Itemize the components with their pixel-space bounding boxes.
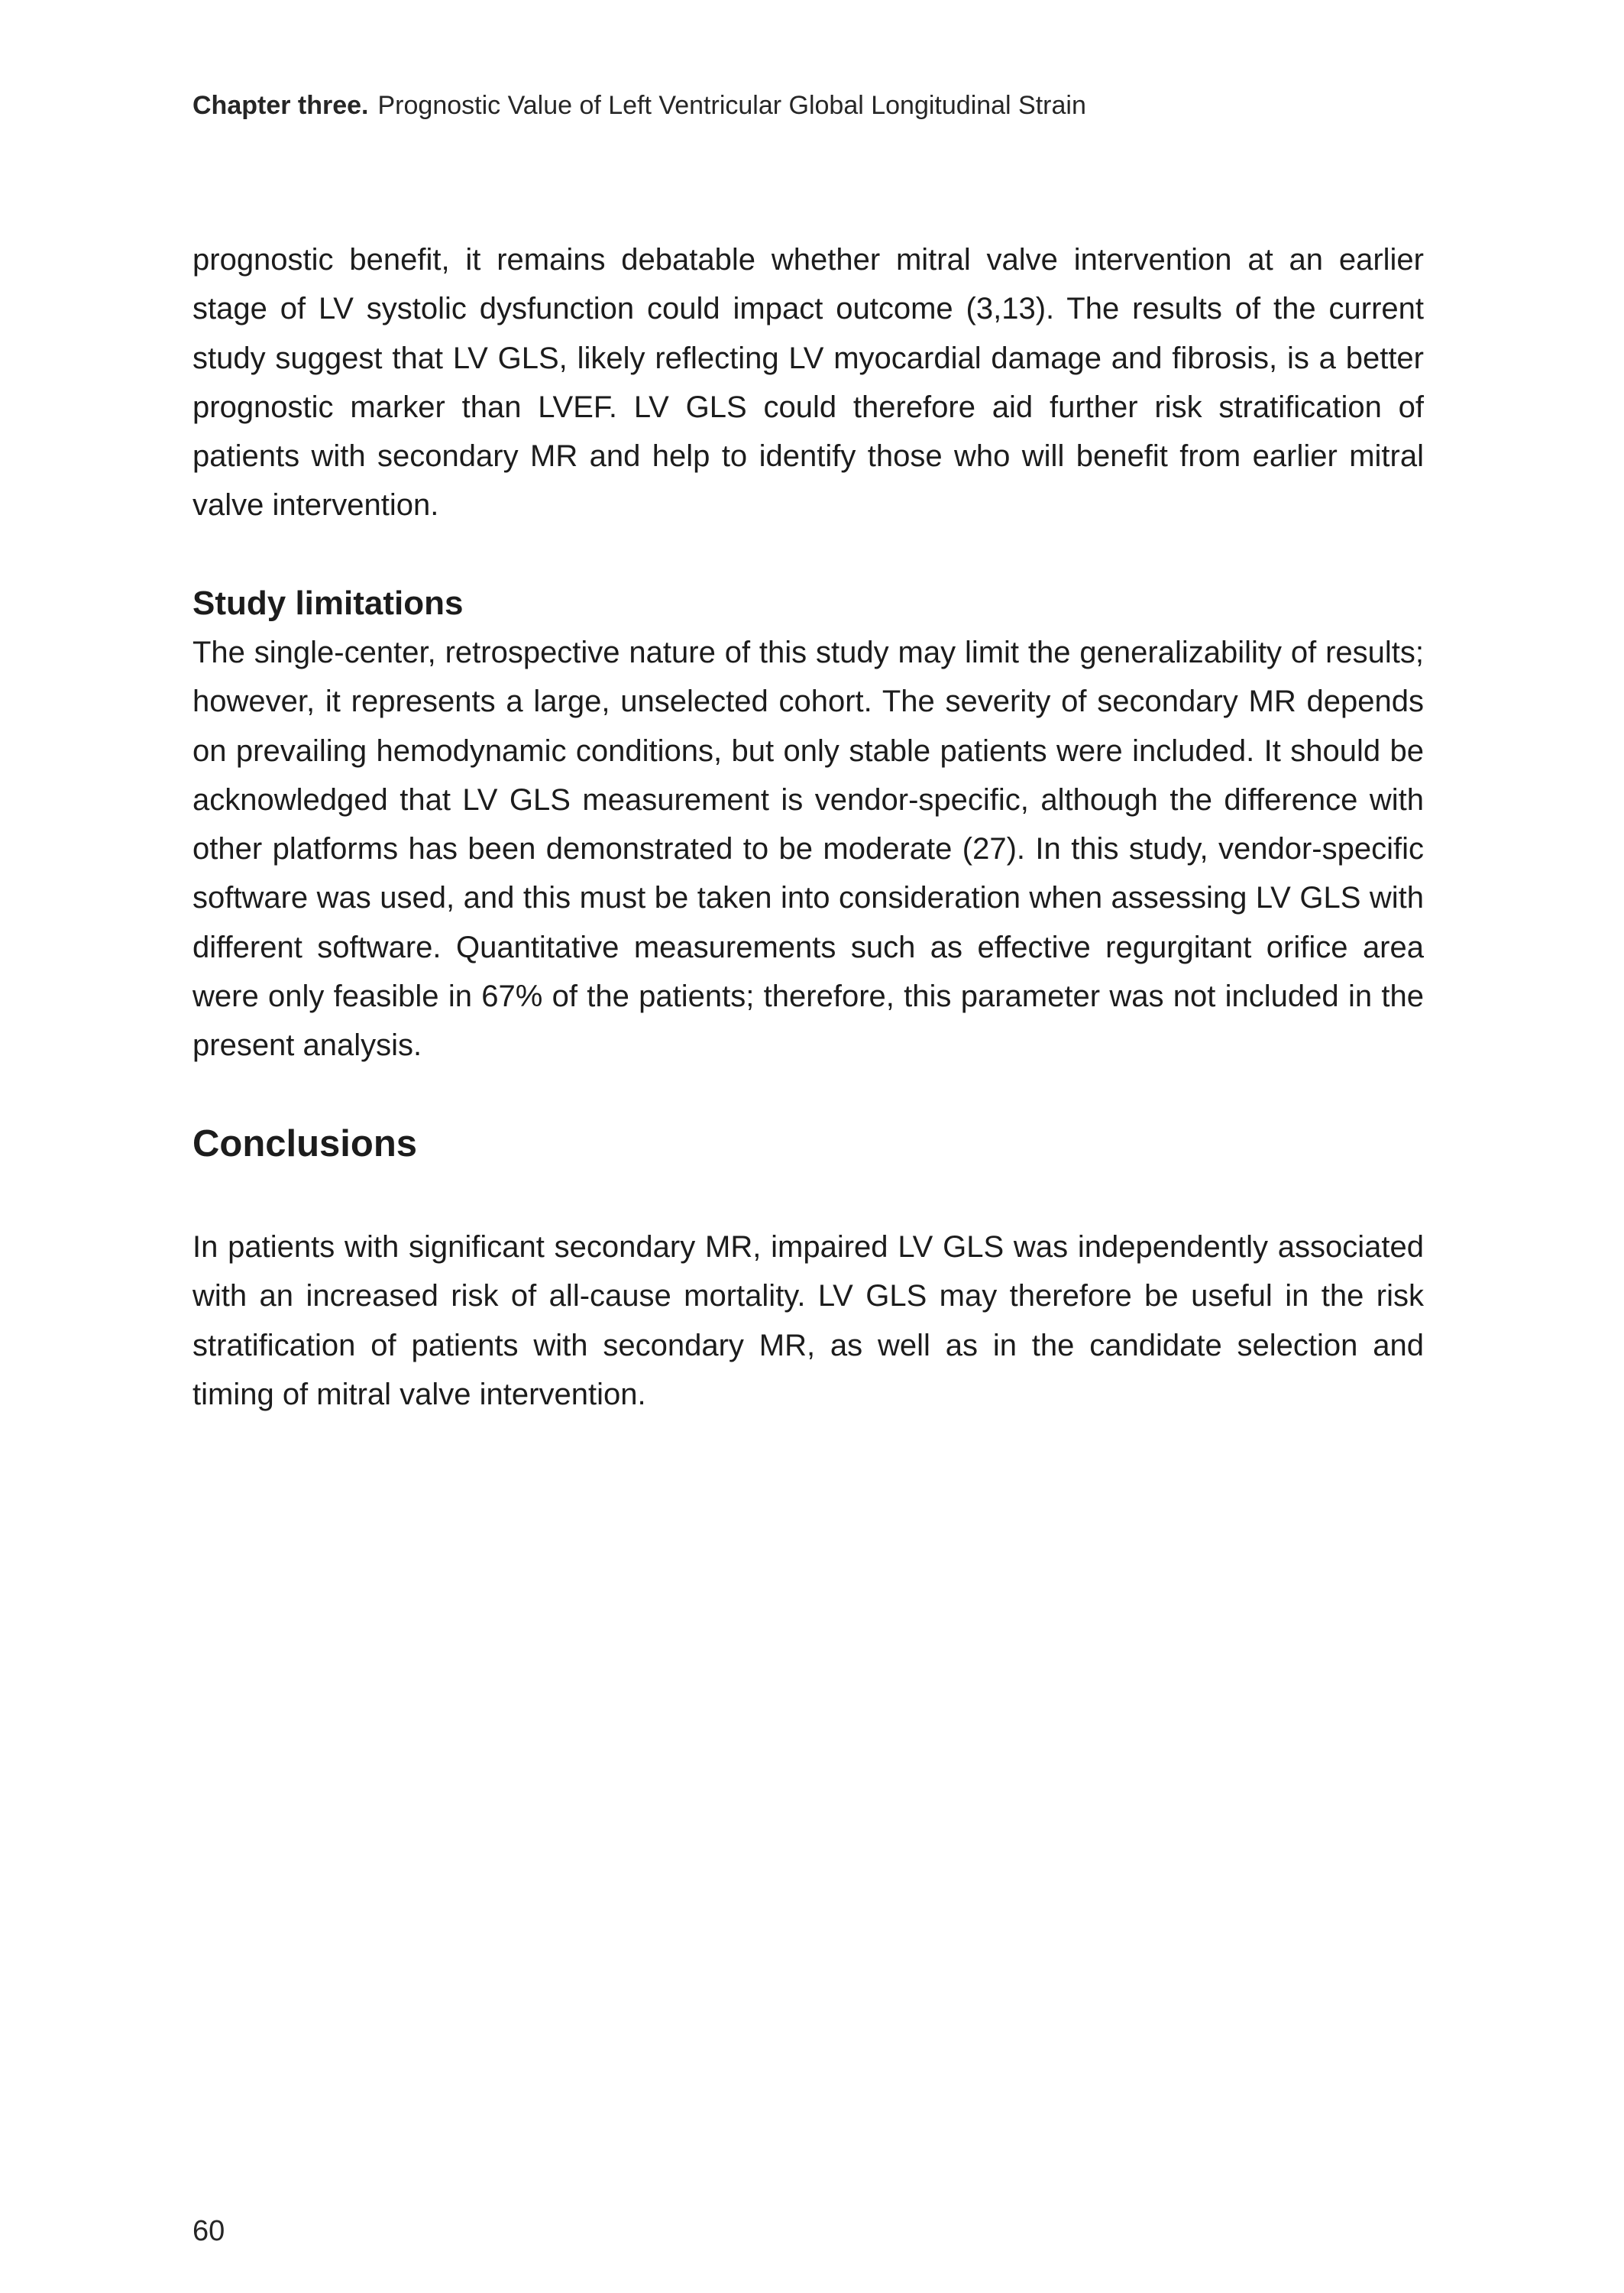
page-number: 60 (192, 2215, 225, 2247)
conclusions-paragraph: In patients with significant secondary MR, impaired LV GLS was independently associated with an increased risk of all-cause mortality. LV GLS may therefore be useful in the risk stratification of patients with secondary MR, as well as in the candidate selection and timing of mitral valve intervention. (192, 1230, 1424, 1411)
study-limitations-paragraph: The single-center, retrospective nature of this study may limit the generalizability of results; however, it represents a large, unselected cohort. The severity of secondary MR depends on prevailing hemodynamic conditions, but only stable patients were included. It should be acknowledged that LV GLS measurement is vendor-specific, although the difference with other platforms has been demonstrated to be moderate (27). In this study, vendor-specific software was used, and this must be taken into consideration when assessing LV GLS with different software. Quantitative measurements such as effective regurgitant orifice area were only feasible in 67% of the patients; therefore, this parameter was not included in the present analysis. (192, 636, 1424, 1063)
chapter-title: Prognostic Value of Left Ventricular Global Longitudinal Strain (377, 91, 1086, 120)
running-header (192, 89, 1430, 122)
section-heading-conclusions: Conclusions (192, 1123, 418, 1164)
chapter-label: Chapter three. (192, 91, 369, 120)
section-heading-study-limitations: Study limitations (192, 585, 464, 622)
intro-paragraph: prognostic benefit, it remains debatable whether mitral valve intervention at an earlier stage of LV systolic dysfunction could impact outcome (3,13). The results of the current study suggest that LV GLS, likely reflecting LV myocardial damage and fibrosis, is a better prognostic marker than LVEF. LV GLS could therefore aid further risk stratification of patients with secondary MR and help to identify those who will benefit from earlier mitral valve intervention. (192, 243, 1424, 523)
